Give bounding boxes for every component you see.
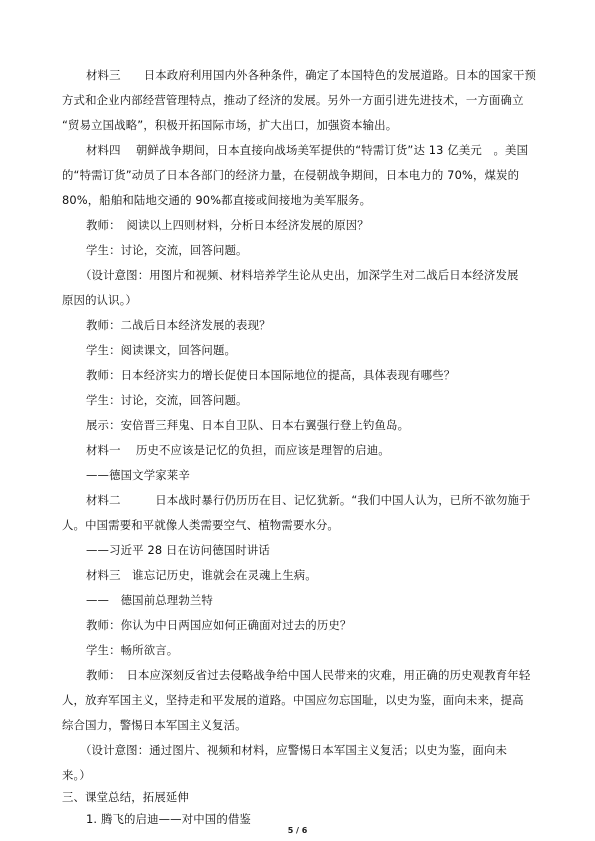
text-line: 材料二 日本战时暴行仍历历在目、记忆犹新。“我们中国人认为，已所不欲勿施于	[86, 493, 531, 507]
text-line: 人，放弃军国主义，坚持走和平发展的道路。中国应勿忘国耻，以史为鉴，面向未来，提高	[62, 693, 524, 707]
subsection-heading: 1. 腾飞的启迪——对中国的借鉴	[86, 812, 251, 826]
text-line: 的“特需订货”动员了日本各部门的经济力量，在侵朝战争期间，日本电力的 70%，煤炭的	[62, 168, 520, 182]
text-line: 学生：讨论，交流，回答问题。	[86, 393, 248, 407]
text-line: 材料三 日本政府利用国内外各种条件，确定了本国特色的发展道路。日本的国家干预	[86, 68, 537, 82]
text-line: 来。）	[62, 768, 91, 782]
text-line: （设计意图：通过图片、视频和材料，应警惕日本军国主义复活；以史为鉴，面向未	[80, 743, 508, 757]
text-line: 教师： 阅读以上四则材料，分析日本经济发展的原因？	[86, 218, 369, 232]
text-line: 教师： 日本应深刻反省过去侵略战争给中国人民带来的灾难，用正确的历史观教育年轻	[86, 668, 531, 682]
text-line: 材料三 谁忘记历史，谁就会在灵魂上生病。	[86, 568, 317, 582]
text-line: 人。中国需要和平就像人类需要空气、植物需要水分。	[62, 518, 339, 532]
text-line: 材料一 历史不应该是记忆的负担，而应该是理智的启迪。	[86, 443, 390, 457]
page-number: 5 / 6	[287, 826, 308, 835]
text-line: 方式和企业内部经营管理特点，推动了经济的发展。另外一方面引进先进技术，一方面确立	[62, 93, 524, 107]
text-line: （设计意图：用图片和视频、材料培养学生论从史出，加深学生对二战后日本经济发展	[80, 268, 519, 282]
text-line: 教师：你认为中日两国应如何正确面对过去的历史？	[86, 618, 352, 632]
text-line: 展示：安倍晋三拜鬼、日本自卫队、日本右翼强行登上钓鱼岛。	[86, 418, 410, 432]
text-line: 教师：日本经济实力的增长促使日本国际地位的提高，具体表现有哪些？	[86, 368, 456, 382]
text-line: 综合国力，警惕日本军国主义复活。	[62, 718, 247, 732]
text-line: 材料四 朝鲜战争期间，日本直接向战场美军提供的“特需订货”达 13 亿美元 。美国	[86, 143, 529, 157]
text-line: ——习近平 28 日在访问德国时讲话	[86, 543, 270, 557]
text-line: “贸易立国战略”，积极开拓国际市场，扩大出口，加强资本输出。	[62, 118, 398, 132]
text-line: ——德国文学家莱辛	[86, 468, 190, 482]
text-line: 学生：讨论，交流，回答问题。	[86, 243, 248, 257]
text-line: 原因的认识。）	[62, 293, 138, 307]
text-line: 学生：畅所欲言。	[86, 643, 179, 657]
text-line: 教师：二战后日本经济发展的表现？	[86, 318, 271, 332]
text-line: 学生：阅读课文，回答问题。	[86, 343, 237, 357]
section-heading: 三、课堂总结，拓展延伸	[62, 790, 189, 804]
text-line: —— 德国前总理勃兰特	[86, 593, 213, 607]
text-line: 80%，船舶和陆地交通的 90%都直接或间接地为美军服务。	[62, 193, 372, 207]
